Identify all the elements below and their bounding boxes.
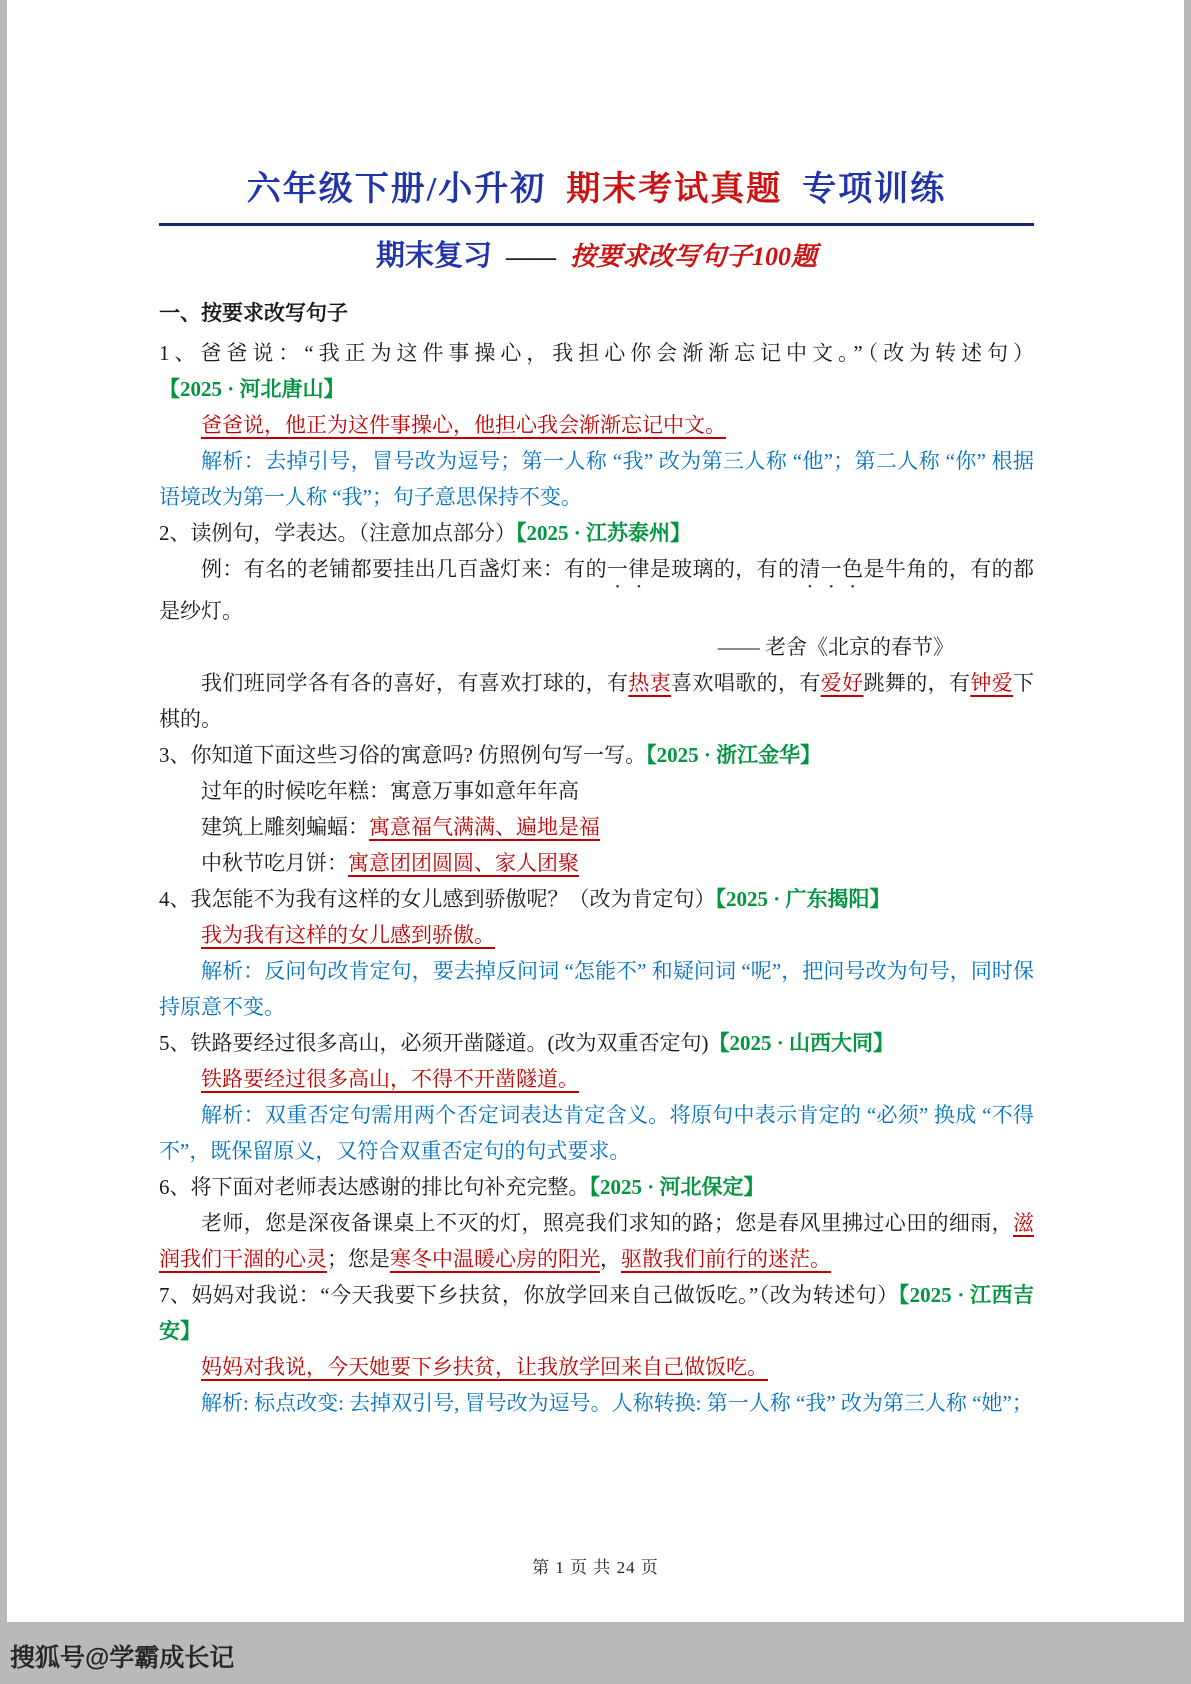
page-title	[159, 238, 1034, 276]
section-heading	[159, 295, 1034, 331]
answer-text: 寒冬中温暖心房的阳光	[390, 1247, 600, 1272]
answer-6	[159, 1205, 1034, 1277]
answer-text: 热衷	[628, 671, 672, 696]
analysis-text: 解析：反问句改肯定句，要去掉反问词 “怎能不” 和疑问词 “呢”，把问号改为句号，同时保持原意不变。	[159, 959, 1034, 1020]
body-text: 下棋的。	[159, 671, 1035, 732]
watermark-text: 搜狐号@学霸成长记	[10, 1644, 235, 1672]
answer-5	[159, 1061, 1034, 1097]
example-2	[159, 551, 1034, 629]
document-header	[159, 170, 1034, 226]
body-text: 喜欢唱歌的，有	[671, 671, 821, 696]
question-5	[159, 1025, 1034, 1061]
question-3	[159, 737, 1034, 773]
exam-source-tag: 【2025 · 江苏泰州】	[516, 521, 692, 546]
answer-text: 驱散我们前行的迷茫。	[621, 1247, 831, 1272]
answer-1	[159, 407, 1034, 443]
answer-text: 滋润我们干涸的心灵	[159, 1211, 1034, 1272]
answer-text: 我为我有这样的女儿感到骄傲。	[201, 923, 495, 948]
body-text: —— 老舍《北京的春节》	[717, 635, 954, 660]
analysis-text: 解析：双重否定句需用两个否定词表达肯定含义。将原句中表示肯定的 “必须” 换成 “不得不”，既保留原义，又符合双重否定句的句式要求。	[159, 1103, 1034, 1164]
body-text: 7、妈妈对我说：“今天我要下乡扶贫，你放学回来自己做饭吃。”（改为转述句）	[159, 1283, 899, 1308]
emphasized-text: 清一色	[799, 557, 864, 582]
body-text: 是牛角的，有的都是纱灯。	[159, 557, 1035, 624]
answer-text: 爸爸说，他正为这件事操心，他担心我会渐渐忘记中文。	[201, 413, 726, 438]
body-text: 一、按要求改写句子	[159, 301, 348, 326]
body-text: 4、我怎能不为我有这样的女儿感到骄傲呢？（改为肯定句）	[159, 887, 716, 912]
answer-text: 爱好	[820, 671, 864, 696]
question-4	[159, 881, 1034, 917]
body-text: 3、你知道下面这些习俗的寓意吗? 仿照例句写一写。	[159, 743, 647, 768]
title-review-label: 期末复习	[375, 239, 492, 272]
answer-text: 钟爱	[970, 671, 1014, 696]
title-dash: ——	[506, 243, 556, 271]
item-3-answer-1	[159, 809, 1034, 845]
body-text: 跳舞的，有	[863, 671, 971, 696]
emphasized-text: 一律	[607, 557, 650, 582]
header-training-label: 专项训练	[802, 171, 947, 208]
body-text: 2、读例句，学表达。（注意加点部分）	[159, 521, 516, 546]
document-page	[7, 0, 1184, 1622]
page-number: 第 1 页 共 24 页	[532, 1558, 659, 1577]
document-body	[159, 295, 1034, 1421]
exam-source-tag: 【2025 · 河北保定】	[589, 1175, 765, 1200]
question-6	[159, 1169, 1034, 1205]
answer-text: 寓意福气满满、遍地是福	[369, 815, 600, 840]
body-text: 6、将下面对老师表达感谢的排比句补充完整。	[159, 1175, 590, 1200]
body-text: 建筑上雕刻蝙蝠：	[201, 815, 369, 840]
header-grade-label: 六年级下册/小升初	[246, 171, 547, 208]
body-text: ，	[600, 1247, 621, 1272]
answer-7	[159, 1349, 1034, 1385]
exam-source-tag: 【2025 · 广东揭阳】	[715, 887, 891, 912]
item-3-example	[159, 773, 1034, 809]
question-7	[159, 1277, 1034, 1349]
analysis-text: 解析: 标点改变: 去掉双引号, 冒号改为逗号。人称转换: 第一人称 “我” 改为第三人称 “她”；	[201, 1391, 1033, 1416]
analysis-4	[159, 953, 1034, 1025]
analysis-text: 解析：去掉引号，冒号改为逗号；第一人称 “我” 改为第三人称 “他”；第二人称 “你” 根据语境改为第一人称 “我”；句子意思保持不变。	[159, 449, 1034, 510]
body-text: 我们班同学各有各的喜好，有喜欢打球的，有	[201, 671, 629, 696]
body-text: 过年的时候吃年糕：寓意万事如意年年高	[201, 779, 579, 804]
header-exam-label: 期末考试真题	[566, 171, 783, 208]
exam-source-tag: 【2025 · 江西吉安】	[159, 1283, 1034, 1344]
exam-source-tag: 【2025 · 浙江金华】	[646, 743, 822, 768]
body-text: 老师，您是深夜备课桌上不灭的灯，照亮我们求知的路；您是春风里拂过心田的细雨，	[201, 1211, 1013, 1236]
answer-2	[159, 665, 1034, 737]
answer-4	[159, 917, 1034, 953]
body-text: 是玻璃的，有的	[649, 557, 800, 582]
attribution-2	[159, 629, 1034, 665]
answer-text: 铁路要经过很多高山，不得不开凿隧道。	[201, 1067, 579, 1092]
body-text: 5、铁路要经过很多高山，必须开凿隧道。(改为双重否定句)	[159, 1031, 709, 1056]
body-text: 1、爸爸说：“我正为这件事操心，我担心你会渐渐忘记中文。”（改为转述句）	[159, 341, 1034, 366]
body-text: 中秋节吃月饼：	[201, 851, 348, 876]
body-text: ；您是	[327, 1247, 390, 1272]
exam-source-tag: 【2025 · 山西大同】	[708, 1031, 894, 1056]
item-3-answer-2	[159, 845, 1034, 881]
question-1	[159, 335, 1034, 407]
answer-text: 妈妈对我说，今天她要下乡扶贫，让我放学回来自己做饭吃。	[201, 1355, 768, 1380]
title-topic-label: 按要求改写句子100题	[570, 241, 818, 271]
answer-text: 寓意团团圆圆、家人团聚	[348, 851, 579, 876]
exam-source-tag: 【2025 · 河北唐山】	[159, 377, 345, 402]
analysis-1	[159, 443, 1034, 515]
question-2	[159, 515, 1034, 551]
analysis-7	[159, 1385, 1034, 1421]
analysis-5	[159, 1097, 1034, 1169]
body-text: 例：有名的老铺都要挂出几百盏灯来：有的	[201, 557, 607, 582]
